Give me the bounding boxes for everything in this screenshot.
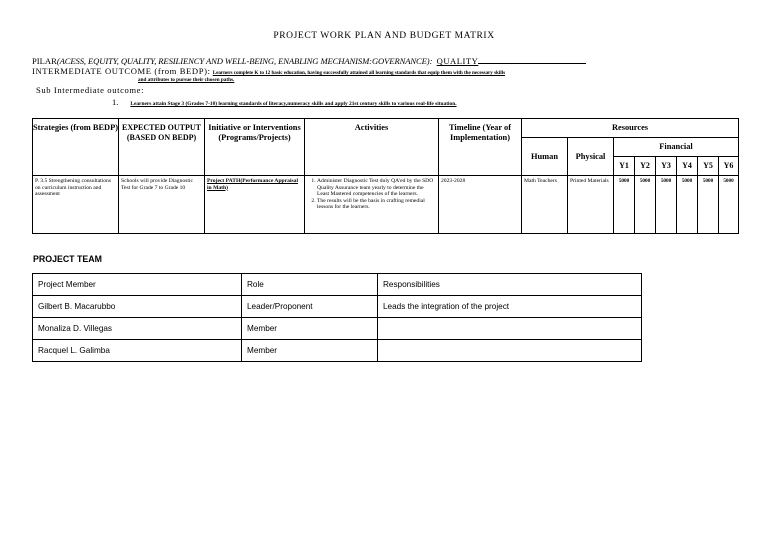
header-activities: Activities [305, 119, 439, 176]
team-header-row [33, 274, 642, 296]
initiative-text: Project PATH(Performance Appraisal in Math) [207, 178, 299, 191]
pilar-value: QUALITY [436, 56, 479, 66]
cell-financial: 5000 [719, 176, 739, 234]
header-year: Y3 [656, 157, 677, 176]
header-initiative: Initiative or Interventions (Programs/Projects) [205, 119, 305, 176]
team-col-role: Role [242, 274, 378, 296]
cell-financial: 5000 [698, 176, 719, 234]
team-col-member: Project Member [33, 274, 242, 296]
member-name: Racquel L. Galimba [33, 340, 242, 362]
intermediate-outcome [32, 66, 744, 76]
table-row [33, 296, 642, 318]
page-title: PROJECT WORK PLAN AND BUDGET MATRIX [273, 31, 495, 41]
work-plan-matrix [32, 118, 739, 234]
cell-human: Math Teachers [522, 176, 568, 234]
project-team-table [32, 273, 642, 362]
member-responsibility [378, 340, 642, 362]
pilar-label: PILAR [32, 56, 57, 66]
header-year: Y6 [719, 157, 739, 176]
pilar-underline [478, 55, 586, 64]
member-name: Monaliza D. Villegas [33, 318, 242, 340]
cell-financial: 5000 [614, 176, 635, 234]
header-strategies: Strategies (from BEDP) [33, 119, 119, 176]
table-row [33, 176, 739, 234]
cell-financial: 5000 [635, 176, 656, 234]
member-role: Member [242, 318, 378, 340]
cell-financial: 5000 [656, 176, 677, 234]
header-financial: Financial [614, 138, 739, 157]
io-value-continued: and attributes to pursue their chosen paths. [138, 77, 235, 83]
cell-activities [305, 176, 439, 234]
project-team-heading: PROJECT TEAM [33, 254, 102, 264]
header-physical: Physical [568, 138, 614, 176]
cell-physical: Printed Materials [568, 176, 614, 234]
sub-intermediate-item [112, 97, 457, 107]
member-responsibility [378, 318, 642, 340]
header-year: Y4 [677, 157, 698, 176]
sio-number: 1. [112, 97, 119, 107]
cell-financial: 5000 [677, 176, 698, 234]
header-resources: Resources [522, 119, 739, 138]
member-role: Member [242, 340, 378, 362]
cell-timeline: 2023-2028 [439, 176, 522, 234]
header-expected-output: EXPECTED OUTPUT (BASED ON BEDP) [119, 119, 205, 176]
table-row [33, 340, 642, 362]
member-role: Leader/Proponent [242, 296, 378, 318]
member-name: Gilbert B. Macarubbo [33, 296, 242, 318]
cell-strategy: P. 3.5 Strengthening consultations on curriculum instruction and assessment [33, 176, 119, 234]
activity-item: 1. Administer Diagnostic Test duly QA'ed by the SDO Quality Assurance team yearly to determine the Least Mastered competencies of the learners. [317, 178, 436, 198]
member-responsibility: Leads the integration of the project [378, 296, 642, 318]
cell-initiative [205, 176, 305, 234]
pilar-line [32, 55, 586, 66]
header-timeline: Timeline (Year of Implementation) [439, 119, 522, 176]
header-year: Y5 [698, 157, 719, 176]
sub-intermediate-label: Sub Intermediate outcome: [36, 85, 145, 95]
table-row [33, 318, 642, 340]
cell-expected-output: Schools will provide Diagnostic Test for Grade 7 to Grade 10 [119, 176, 205, 234]
activity-item: 2. The results will be the basis in crafting remedial lessons for the learners. [317, 198, 436, 211]
team-col-responsibilities: Responsibilities [378, 274, 642, 296]
io-label: INTERMEDIATE OUTCOME (from BEDP): [32, 66, 211, 76]
io-value: Learners complete K to 12 basic education, having successfully attained all learning standards that equip them with the necessary skills [212, 70, 506, 76]
header-year: Y2 [635, 157, 656, 176]
header-human: Human [522, 138, 568, 176]
sio-value: Learners attain Stage 3 (Grades 7-10) learning standards of literacy,numeracy skills and apply 21st century skills to various real-life situation. [130, 101, 457, 107]
pilar-options: (ACESS, EQUITY, QUALITY, RESILIENCY AND WELL-BEING, ENABLING MECHANISM:GOVERNANCE): [56, 56, 433, 66]
header-year: Y1 [614, 157, 635, 176]
